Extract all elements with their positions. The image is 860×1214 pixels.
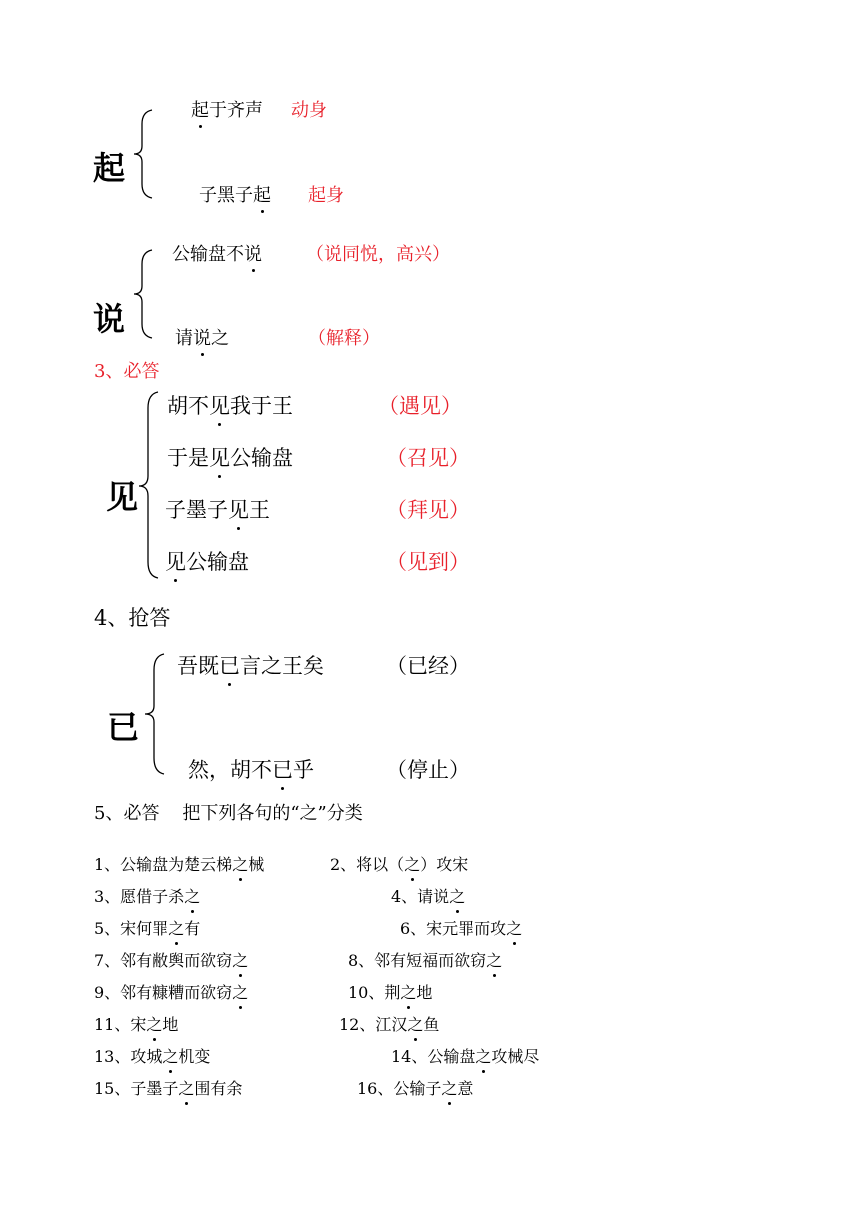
char-shuo: 说 [93, 300, 126, 338]
char-jian: 见 [106, 478, 139, 516]
dotted-char: 之 [232, 852, 248, 875]
dotted-char: 已 [219, 650, 240, 680]
sentence-5: 5、宋何罪之有 [94, 916, 200, 939]
dotted-char: 说 [193, 324, 211, 350]
dotted-char: 之 [475, 1044, 491, 1067]
dotted-char: 之 [404, 852, 420, 875]
dotted-char: 起 [253, 181, 271, 207]
dotted-char: 之 [184, 884, 200, 907]
jian-item-3: 子墨子见王 [165, 494, 270, 524]
dotted-char: 之 [407, 1012, 423, 1035]
jian-note-4: （见到） [386, 550, 470, 574]
shuo-item-2: 请说之 [175, 324, 229, 350]
sentence-2: 2、将以（之）攻宋 [330, 852, 468, 875]
jian-note-3: （拜见） [386, 498, 470, 522]
shuo-item-1: 公输盘不说 [172, 240, 262, 266]
dotted-char: 起 [191, 96, 209, 122]
yi-item-1: 吾既已言之王矣 [177, 650, 324, 680]
sentence-15: 15、子墨子之围有余 [94, 1076, 242, 1099]
shuo-note-2: （解释） [308, 328, 380, 349]
dotted-char: 之 [232, 948, 248, 971]
yi-note-1: （已经） [386, 654, 470, 678]
jian-note-1: （遇见） [378, 394, 462, 418]
brace-shuo [130, 248, 160, 340]
yi-item-2: 然，胡不已乎 [188, 754, 314, 784]
sentence-10: 10、荆之地 [348, 980, 432, 1003]
char-qi: 起 [93, 149, 126, 187]
sentence-7: 7、邻有敝舆而欲窃之 [94, 948, 248, 971]
sentence-3: 3、愿借子杀之 [94, 884, 200, 907]
brace-yi [140, 652, 170, 776]
sentence-4: 4、请说之 [391, 884, 465, 907]
sentence-1: 1、公输盘为楚云梯之械 [94, 852, 264, 875]
shuo-note-1: （说同悦，高兴） [306, 244, 450, 265]
sentence-8: 8、邻有短福而欲窃之 [348, 948, 502, 971]
qi-item-2: 子黑子起 [199, 181, 271, 207]
dotted-char: 之 [506, 916, 522, 939]
brace-qi [130, 108, 160, 200]
qi-item-1: 起于齐声 [191, 96, 263, 122]
jian-item-2: 于是见公输盘 [167, 442, 293, 472]
sentence-11: 11、宋之地 [94, 1012, 178, 1035]
section-4-label: 4、抢答 [94, 606, 171, 630]
sentence-16: 16、公输子之意 [357, 1076, 473, 1099]
dotted-char: 之 [232, 980, 248, 1003]
dotted-char: 之 [486, 948, 502, 971]
yi-note-2: （停止） [386, 758, 470, 782]
dotted-char: 之 [162, 1044, 178, 1067]
dotted-char: 之 [178, 1076, 194, 1099]
sentence-12: 12、江汉之鱼 [339, 1012, 439, 1035]
sentence-13: 13、攻城之机变 [94, 1044, 210, 1067]
dotted-char: 见 [209, 442, 230, 472]
dotted-char: 之 [400, 980, 416, 1003]
dotted-char: 之 [146, 1012, 162, 1035]
sentence-14: 14、公输盘之攻械尽 [391, 1044, 539, 1067]
dotted-char: 见 [209, 390, 230, 420]
qi-note-2: 起身 [308, 185, 344, 206]
brace-jian [134, 390, 164, 580]
section-3-label: 3、必答 [94, 361, 160, 382]
char-yi: 已 [107, 708, 140, 746]
dotted-char: 之 [168, 916, 184, 939]
dotted-char: 说 [244, 240, 262, 266]
jian-item-1: 胡不见我于王 [167, 390, 293, 420]
sentence-6: 6、宋元罪而攻之 [400, 916, 522, 939]
jian-item-4: 见公输盘 [165, 546, 249, 576]
dotted-char: 之 [441, 1076, 457, 1099]
jian-note-2: （召见） [386, 446, 470, 470]
qi-note-1: 动身 [291, 100, 327, 121]
dotted-char: 见 [165, 546, 186, 576]
section-5-label: 5、必答 把下列各句的“之”分类 [94, 803, 363, 824]
dotted-char: 已 [272, 754, 293, 784]
dotted-char: 之 [449, 884, 465, 907]
sentence-9: 9、邻有糠糟而欲窃之 [94, 980, 248, 1003]
dotted-char: 见 [228, 494, 249, 524]
